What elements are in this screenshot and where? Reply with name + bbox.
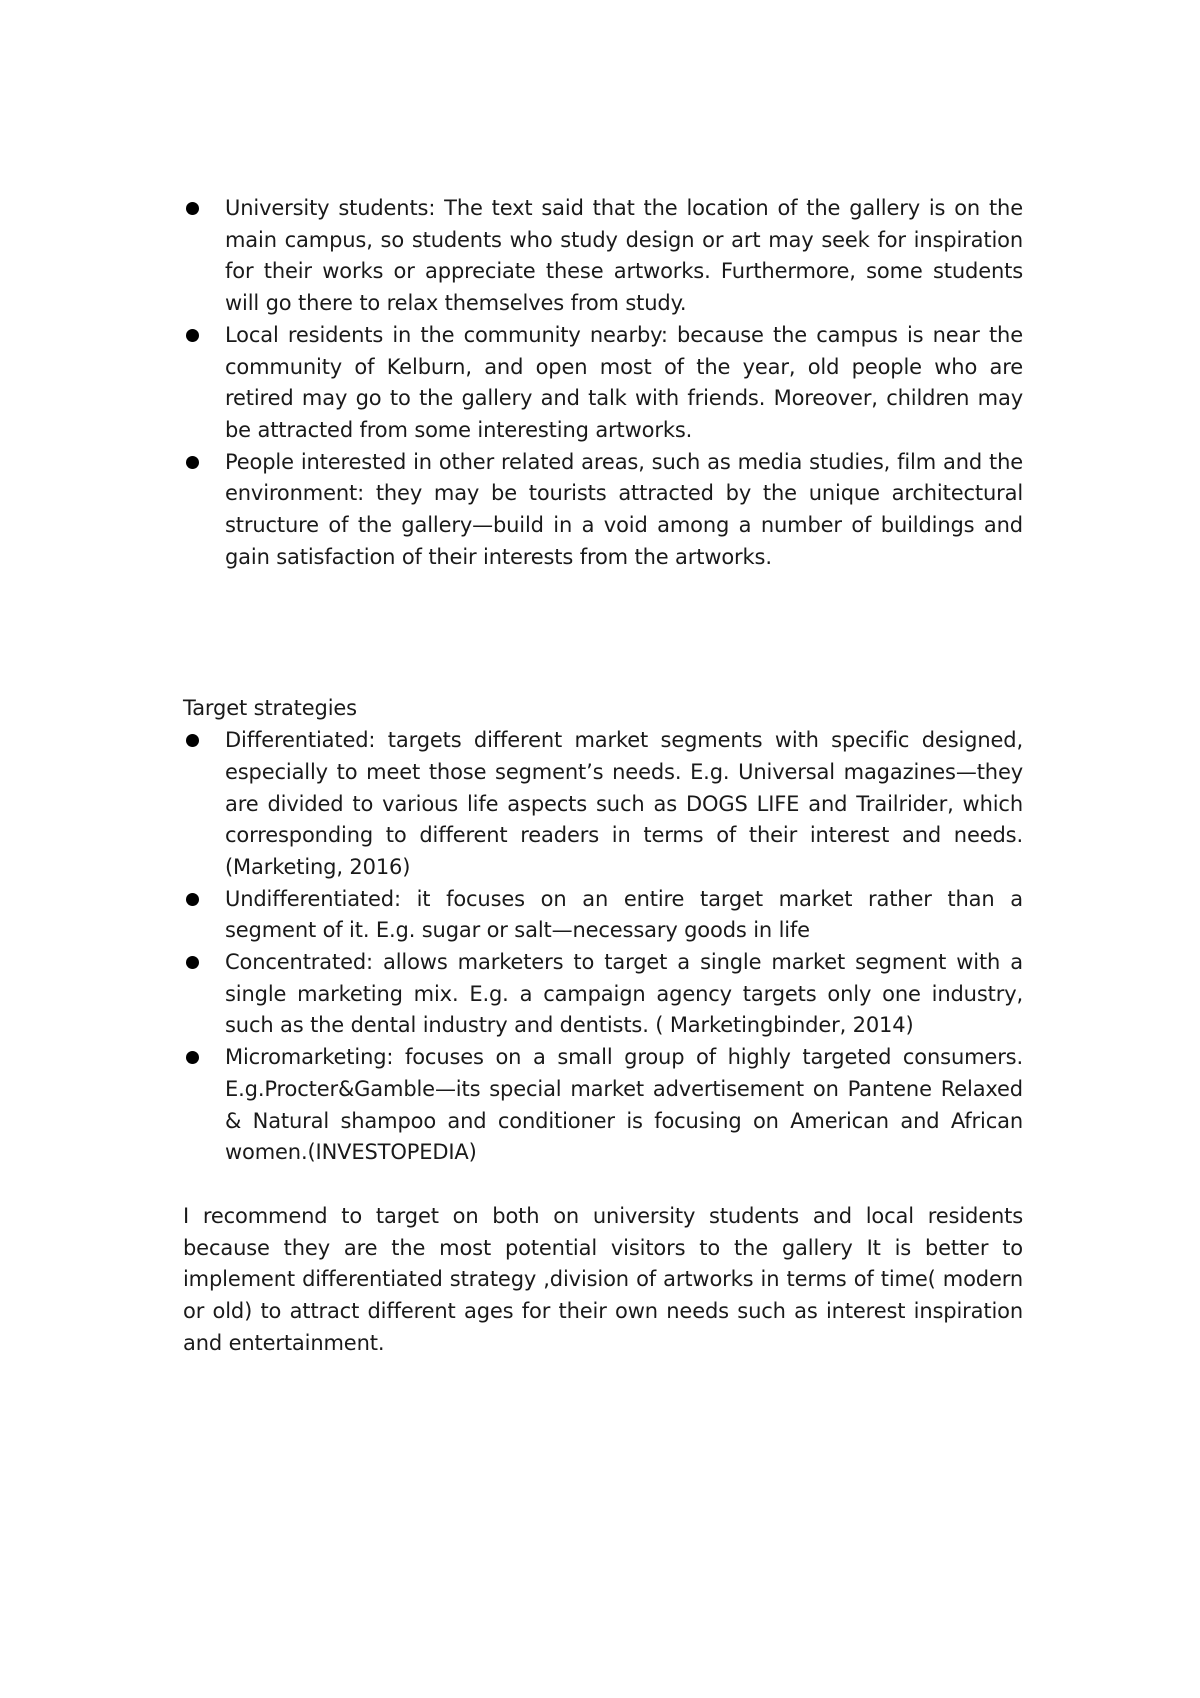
list-item <box>183 320 1023 447</box>
list-item <box>183 725 1023 884</box>
list-item-text: Differentiated: targets different market segments with specific designed, especially to meet those segment’s needs. E.g. Universal magazines—they are divided to various life aspects such as DOGS LIFE and Trailrider, which corresponding to different readers in terms of their interest and needs.(Marketing, 2016) <box>225 728 1023 879</box>
section-heading: Target strategies <box>183 696 357 721</box>
list-item <box>183 193 1023 320</box>
bullet-icon <box>186 734 199 747</box>
list-item <box>183 1042 1023 1169</box>
list-item-text: People interested in other related areas, such as media studies, film and the environment: they may be tourists attracted by the unique architectural structure of the gallery—build in a void among a number of buildings and gain satisfaction of their interests from the artworks. <box>225 449 1023 569</box>
bullet-icon <box>186 456 199 469</box>
document-page <box>183 193 1023 1360</box>
list-item <box>183 947 1023 1042</box>
recommendation-paragraph: I recommend to target on both on university students and local residents because they are the most potential visitors to the gallery It is better to implement differentiated strategy ,division of artworks in terms of time( modern or old) to attract different ages for their own needs such as interest inspiration and entertainment. <box>183 1203 1023 1355</box>
list-item <box>183 884 1023 947</box>
bullet-icon <box>186 956 199 969</box>
bullet-icon <box>186 893 199 906</box>
list-item <box>183 447 1023 574</box>
list-item-text: Local residents in the community nearby: because the campus is near the community of Kelburn, and open most of the year, old people who are retired may go to the gallery and talk with friends. Moreover, children may be attracted from some interesting artworks. <box>225 322 1023 442</box>
strategy-list <box>183 725 1023 1169</box>
bullet-icon <box>186 1051 199 1064</box>
list-item-text: Micromarketing: focuses on a small group of highly targeted consumers. E.g.Procter&Gamble—its special market advertisement on Pantene Relaxed & Natural shampoo and conditioner is focusing on American and African women.(INVESTOPEDIA) <box>225 1045 1023 1165</box>
list-item-text: University students: The text said that the location of the gallery is on the main campus, so students who study design or art may seek for inspiration for their works or appreciate these artworks. Furthermore, some students will go there to relax themselves from study. <box>225 196 1023 316</box>
list-item-text: Undifferentiated: it focuses on an entire target market rather than a segment of it. E.g. sugar or salt—necessary goods in life <box>225 886 1023 943</box>
segment-list <box>183 193 1023 573</box>
bullet-icon <box>186 329 199 342</box>
list-item-text: Concentrated: allows marketers to target a single market segment with a single marketing mix. E.g. a campaign agency targets only one industry, such as the dental industry and dentists. ( Marketingbinder, 2014) <box>225 950 1023 1038</box>
bullet-icon <box>186 202 199 215</box>
